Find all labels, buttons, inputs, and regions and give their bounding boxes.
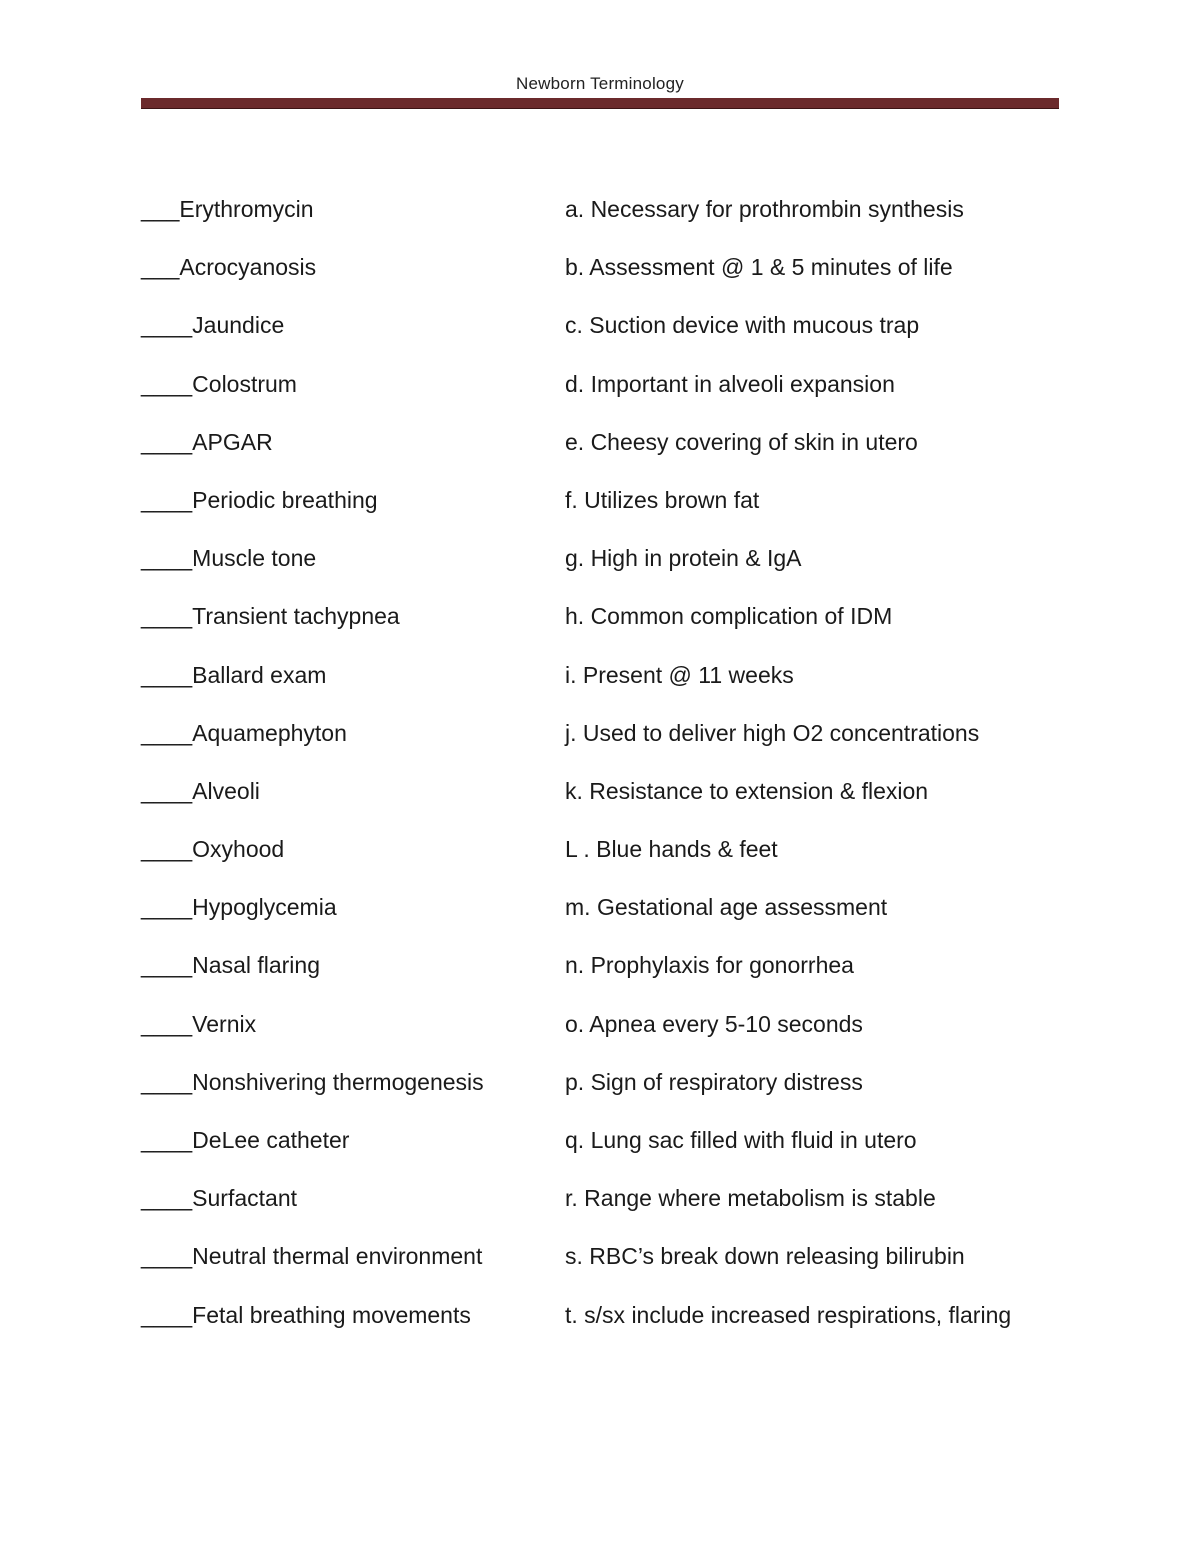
definition-item: r. Range where metabolism is stable	[565, 1185, 936, 1212]
matching-row	[141, 1183, 1059, 1241]
term-item: ____Oxyhood	[141, 836, 285, 863]
term-item: ____Neutral thermal environment	[141, 1243, 483, 1270]
definition-item: s. RBC’s break down releasing bilirubin	[565, 1243, 965, 1270]
term-item: ____Aquamephyton	[141, 719, 347, 746]
term-item: ____Transient tachypnea	[141, 603, 400, 630]
definition-item: L . Blue hands & feet	[565, 836, 778, 863]
definition-item: c. Suction device with mucous trap	[565, 312, 920, 339]
definition-item: d. Important in alveoli expansion	[565, 370, 895, 397]
matching-row	[141, 660, 1059, 718]
matching-row	[141, 1009, 1059, 1067]
term-item: ___Erythromycin	[141, 196, 314, 222]
definition-item: i. Present @ 11 weeks	[565, 661, 794, 688]
header-divider	[141, 98, 1059, 109]
matching-row	[141, 252, 1059, 310]
term-item: ____Colostrum	[141, 370, 297, 397]
matching-row	[141, 950, 1059, 1008]
matching-row	[141, 601, 1059, 659]
definition-item: q. Lung sac filled with fluid in utero	[565, 1127, 917, 1153]
matching-row	[141, 718, 1059, 776]
definition-item: h. Common complication of IDM	[565, 603, 893, 630]
matching-row	[141, 369, 1059, 427]
term-item: ____Fetal breathing movements	[141, 1301, 471, 1328]
matching-row	[141, 1300, 1059, 1358]
matching-row	[141, 543, 1059, 601]
term-item: ___Acrocyanosis	[141, 254, 317, 281]
term-item: ____Vernix	[141, 1010, 257, 1037]
definition-item: a. Necessary for prothrombin synthesis	[565, 196, 964, 222]
term-item: ____DeLee catheter	[141, 1127, 350, 1153]
term-item: ____Surfactant	[141, 1185, 298, 1212]
term-item: ____Hypoglycemia	[141, 894, 337, 921]
definition-item: n. Prophylaxis for gonorrhea	[565, 952, 854, 979]
definition-item: t. s/sx include increased respirations, flaring	[565, 1301, 1012, 1328]
definition-item: b. Assessment @ 1 & 5 minutes of life	[565, 254, 953, 281]
term-item: ____Ballard exam	[141, 661, 327, 688]
matching-list	[141, 194, 1059, 1358]
definition-item: p. Sign of respiratory distress	[565, 1068, 863, 1095]
definition-item: o. Apnea every 5-10 seconds	[565, 1010, 863, 1037]
term-item: ____APGAR	[141, 428, 273, 455]
matching-row	[141, 194, 1059, 252]
term-item: ____Nasal flaring	[141, 952, 321, 979]
term-item: ____Alveoli	[141, 777, 260, 804]
matching-row	[141, 1241, 1059, 1299]
matching-row	[141, 485, 1059, 543]
matching-row	[141, 834, 1059, 892]
definition-item: j. Used to deliver high O2 concentrations	[565, 719, 980, 746]
term-item: ____Jaundice	[141, 312, 285, 339]
term-item: ____Periodic breathing	[141, 486, 378, 513]
matching-row	[141, 892, 1059, 950]
definition-item: f. Utilizes brown fat	[565, 486, 760, 513]
matching-row	[141, 776, 1059, 834]
matching-row	[141, 310, 1059, 368]
page-header-title: Newborn Terminology	[516, 74, 684, 93]
definition-item: g. High in protein & IgA	[565, 545, 802, 572]
definition-item: m. Gestational age assessment	[565, 894, 888, 921]
matching-row	[141, 1125, 1059, 1183]
definition-item: k. Resistance to extension & flexion	[565, 777, 929, 804]
matching-row	[141, 1067, 1059, 1125]
term-item: ____Muscle tone	[141, 545, 317, 572]
definition-item: e. Cheesy covering of skin in utero	[565, 428, 918, 455]
term-item: ____Nonshivering thermogenesis	[141, 1068, 484, 1095]
matching-row	[141, 427, 1059, 485]
